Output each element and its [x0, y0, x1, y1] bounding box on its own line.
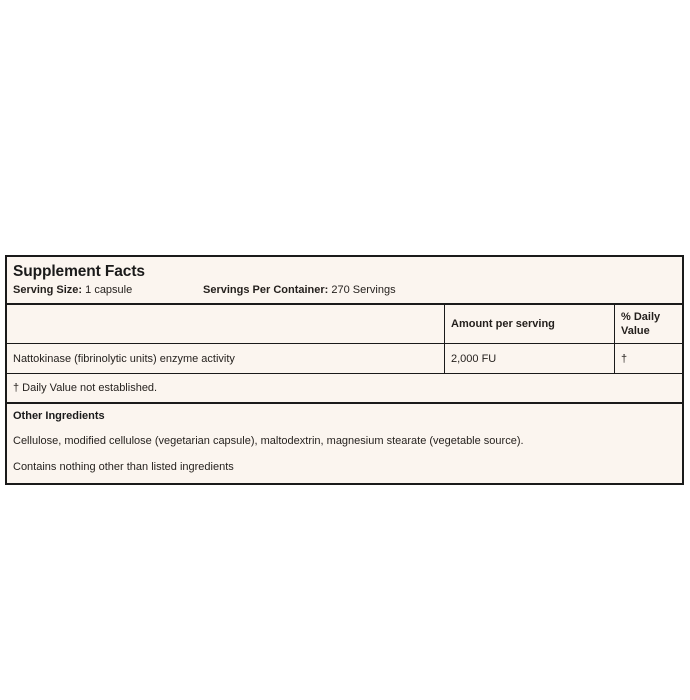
table-footnote-row [7, 374, 682, 404]
supplement-facts-header [7, 257, 682, 305]
other-ingredients-title: Other Ingredients [13, 410, 105, 423]
supplement-facts-panel [5, 255, 684, 485]
nutrient-amount: 2,000 FU [445, 344, 615, 374]
servings-per-container-value: 270 Servings [331, 283, 396, 296]
daily-value-footnote: † Daily Value not established. [7, 374, 682, 404]
column-header-daily-value: % Daily Value [615, 305, 683, 344]
serving-size-value: 1 capsule [85, 283, 133, 296]
nutrient-table [7, 305, 682, 405]
column-header-nutrient [7, 305, 445, 344]
other-ingredients-note: Contains nothing other than listed ingredients [13, 461, 234, 474]
nutrient-daily-value: † [615, 344, 683, 374]
other-ingredients-section [7, 404, 682, 483]
servings-per-container-label: Servings Per Container: [203, 283, 329, 296]
table-header-row [7, 305, 682, 344]
serving-info-line [13, 284, 676, 298]
serving-size [13, 284, 203, 298]
servings-per-container [203, 284, 396, 298]
other-ingredients-list: Cellulose, modified cellulose (vegetarian capsule), maltodextrin, magnesium stearate (vegetable source). [13, 435, 524, 448]
nutrient-name: Nattokinase (fibrinolytic units) enzyme activity [7, 344, 445, 374]
page-title: Supplement Facts [13, 263, 145, 280]
table-row [7, 344, 682, 374]
serving-size-label: Serving Size: [13, 283, 83, 296]
column-header-amount: Amount per serving [445, 305, 615, 344]
